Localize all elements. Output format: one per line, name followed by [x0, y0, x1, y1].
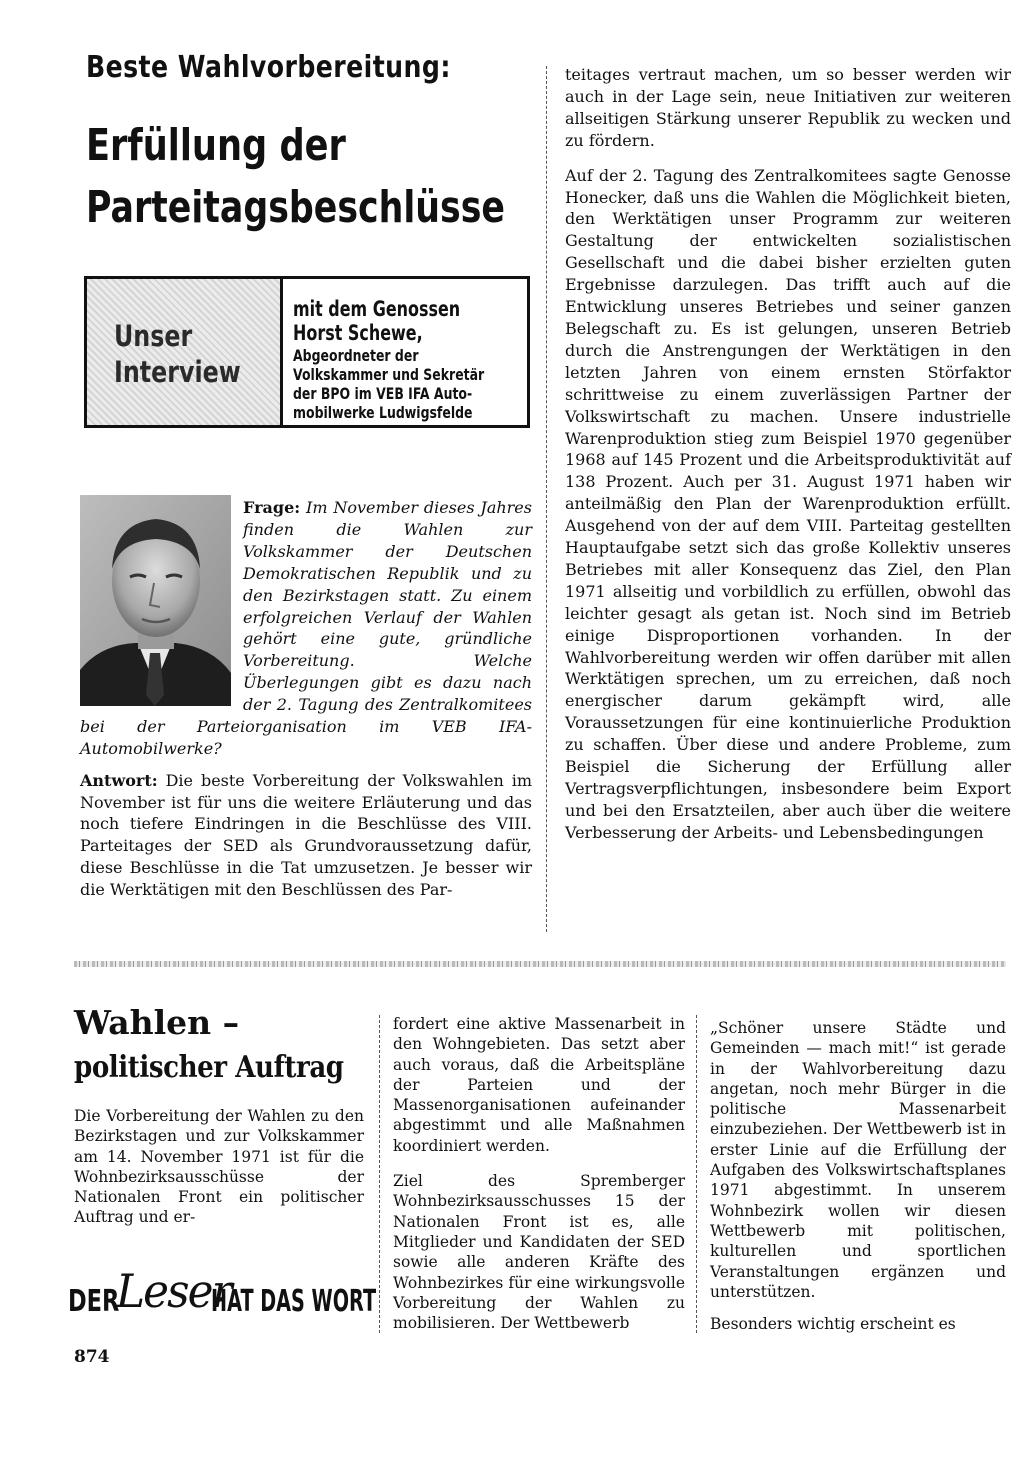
column-divider-bottom-1 [379, 1015, 380, 1333]
interview-divider [280, 279, 283, 425]
right-column [565, 64, 1011, 844]
interviewee-role-4: mobilwerke Ludwigsfelde [293, 403, 473, 422]
interview-label-interview: Interview [114, 355, 241, 389]
column-divider-bottom-2 [696, 1015, 697, 1333]
article2-column-3 [710, 1018, 1006, 1334]
interviewee-role-1: Abgeordneter der [293, 346, 419, 365]
interview-with: mit dem Genossen [293, 297, 461, 321]
article2-headline-line-2: politischer Auftrag [74, 1050, 344, 1085]
answer-text: Die beste Vorbereitung der Volkswahlen im November ist für uns die weitere Erläuterung und das noch tiefere Eindringen in die Beschlüsse des VIII. Parteitages der SED als Grundvoraussetzung dafür, diese Beschlüsse in die Tat umzusetzen. Je besser wir die Werktätigen mit den Beschlüssen des Par- [80, 771, 533, 899]
section-logo-hat-das-wort: HAT DAS WORT [211, 1284, 377, 1319]
column-divider-top [546, 66, 547, 932]
section-logo-der: DER [68, 1284, 120, 1319]
article2-col3-paragraph-1: „Schöner unsere Städte und Gemeinden — mach mit!“ ist gerade in der Wahlvorbereitung dazu angetan, noch mehr Bürger in die politische Massenarbeit einzubeziehen. Der Wettbewerb ist in erster Linie auf die Erfüllung der Aufgaben des Volkswirtschaftsplanes 1971 abgestimmt. In unserem Wohnbezirk wollen wir diesen Wettbewerb mit politischen, kulturellen und sportlichen Veranstaltungen ergänzen und unterstützen. [710, 1019, 1006, 1301]
question-label: Frage: [243, 498, 301, 517]
answer-block [80, 770, 532, 900]
interviewee-name: Horst Schewe, [293, 321, 423, 345]
article2-column-1 [74, 1106, 364, 1228]
right-column-para-2: Auf der 2. Tagung des Zentralkomitees sagte Genosse Honecker, daß uns die Wahlen die Möglichkeit bieten, den Werktätigen unser Programm zur weiteren Gestaltung der entwickelten sozialistischen Gesellschaft und die dabei bisher erzielten guten Ergebnisse darzulegen. Das trifft auch auf die Entwicklung unseres Betriebes und seiner ganzen Belegschaft zu. Es ist gelungen, unseren Betrieb durch die Anstrengungen der Werktätigen in den letzten Jahren von einem ernsten Störfaktor schrittweise zu einem zuverlässigen Partner der Volkswirtschaft zu machen. Unsere industrielle Warenproduktion stieg zum Beispiel 1970 gegenüber 1968 auf 145 Prozent und die Arbeitsproduktivität auf 138 Prozent. Auch per 31. August 1971 haben wir anteilmäßig den Plan der Warenproduktion erfüllt. Ausgehend von der auf dem VIII. Parteitag gestellten Hauptaufgabe setzt sich das große Kollektiv unseres Betriebes mit aller Konsequenz das Ziel, den Plan 1971 allseitig und vorbildlich zu erfüllen, obwohl das leichter gesagt als getan ist. Noch sind im Betrieb einige Disproportionen vorhanden. In der Wahlvorbereitung werden wir offen darüber mit allen Werktätigen sprechen, um zu erreichen, daß noch energischer darum gekämpft wird, alle Voraussetzungen für eine kontinuierliche Produktion zu schaffen. Über diese und andere Probleme, zum Beispiel die Sicherung der Erfüllung aller Vertragsverpflichtungen, insbesondere beim Export und bei den Ersatzteilen, aber auch über die weitere Verbesserung der Arbeits- und Lebensbedingungen [565, 165, 1011, 842]
interview-label-unser: Unser [114, 319, 193, 353]
section-logo-script: Leser [116, 1264, 231, 1318]
answer-label: Antwort: [80, 771, 158, 790]
article-headline-line-1: Erfüllung der [86, 120, 346, 171]
interviewee-role-3: der BPO im VEB IFA Auto- [293, 384, 473, 403]
article-kicker: Beste Wahlvorbereitung: [86, 50, 451, 85]
interviewee-role-2: Volkskammer und Sekretär [293, 365, 485, 384]
article2-headline-line-1: Wahlen – [74, 1003, 240, 1042]
article2-col2-paragraph-2: Ziel des Spremberger Wohnbezirksausschusses 15 der Nationalen Front ist es, alle Mitglieder und Kandidaten der SED sowie alle anderen Kräfte des Wohnbezirkes für eine wirkungsvolle Vorbereitung der Wahlen zu mobilisieren. Der Wettbewerb [393, 1172, 685, 1333]
answer-paragraph [80, 770, 532, 900]
section-separator [74, 961, 1006, 967]
interview-box [84, 276, 530, 428]
interview-label-panel [87, 279, 280, 425]
article-headline-line-2: Parteitagsbeschlüsse [86, 182, 506, 233]
article2-col1-paragraph: Die Vorbereitung der Wahlen zu den Bezirkstagen und zur Volkskammer am 14. November 1971 ist für die Wohnbezirksausschüsse der Nationalen Front ein politischer Auftrag und er- [74, 1107, 364, 1227]
section-logo [68, 1264, 377, 1332]
article2-column-2 [393, 1014, 685, 1333]
right-column-para-1: teitages vertraut machen, um so besser werden wir auch in der Lage sein, neue Initiativen zur weiteren allseitigen Stärkung unserer Republik zu wecken und zu fördern. [565, 65, 1011, 150]
article2-col3-paragraph-2: Besonders wichtig erscheint es [710, 1315, 956, 1334]
article2-col2-paragraph-1: fordert eine aktive Massenarbeit in den Wohngebieten. Das setzt aber auch voraus, daß die Arbeitspläne der Parteien und der Massenorganisationen aufeinander abgestimmt und alle Maßnahmen koordiniert werden. [393, 1015, 685, 1155]
page-number: 874 [74, 1347, 110, 1367]
question-text: Im November dieses Jahres finden die Wahlen zur Volkskammer der Deutschen Demokratischen Republik und zu den Bezirkstagen statt. Zu einem erfolgreichen Verlauf der Wahlen gehört eine gute, gründliche Vorbereitung. Welche Überlegungen gibt es dazu nach der 2. Tagung des Zentralkomitees bei der Parteiorganisation im VEB IFA-Automobilwerke? [80, 498, 532, 758]
question-block [80, 497, 532, 760]
